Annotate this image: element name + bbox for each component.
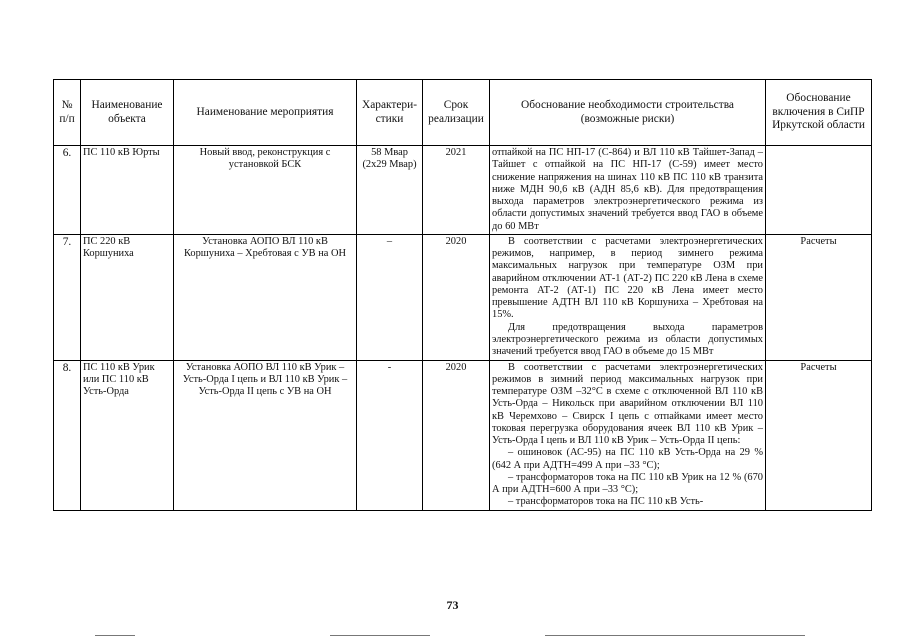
scan-artifact-line: [330, 635, 430, 636]
row-number: 8.: [54, 360, 81, 510]
characteristics: -: [357, 360, 423, 510]
row-number: 6.: [54, 146, 81, 235]
header-term: Срок реализации: [423, 80, 490, 146]
header-inclusion: Обоснование включения в СиПР Иркутской области: [766, 80, 872, 146]
header-measure: Наименование мероприятия: [174, 80, 357, 146]
object-name: ПС 110 кВ Урик или ПС 110 кВ Усть-Орда: [81, 360, 174, 510]
scan-artifact-line: [95, 635, 135, 636]
table-row: [54, 146, 872, 235]
header-characteristics: Характери-стики: [357, 80, 423, 146]
term: 2021: [423, 146, 490, 235]
table-row: [54, 360, 872, 510]
header-object: Наименование объекта: [81, 80, 174, 146]
measure-name: Установка АОПО ВЛ 110 кВ Урик – Усть-Орда I цепь и ВЛ 110 кВ Урик – Усть-Орда II цепь с УВ на ОН: [174, 360, 357, 510]
table-row: [54, 234, 872, 360]
table-header-row: [54, 80, 872, 146]
characteristics: –: [357, 234, 423, 360]
justification-paragraph: В соответствии с расчетами электроэнергетических режимов в зимний период максимальных нагрузок при температуре ОЗМ –32°С в схеме с отключенной ВЛ 110 кВ Усть-Орда – Никольск при аварийном отключении ВЛ 110 кВ Черемхово – Свирск I цепь с отпайками имеет место токовая перегрузка оборудования ячеек ВЛ 110 кВ Урик – Усть-Орда I цепь и ВЛ 110 кВ Урик – Усть-Орда II цепь:: [492, 361, 763, 447]
justification-paragraph: Для предотвращения выхода параметров электроэнергетического режима из области допустимых значений требуется ввод ГАО в объеме до 15 МВт: [492, 321, 763, 358]
characteristics: 58 Мвар (2x29 Мвар): [357, 146, 423, 235]
term: 2020: [423, 360, 490, 510]
measures-table: [53, 79, 872, 511]
inclusion-basis: Расчеты: [766, 234, 872, 360]
page-number: 73: [446, 598, 459, 612]
justification-paragraph: В соответствии с расчетами электроэнергетических режимов, например, в период зимнего режима максимальных нагрузок при температуре ОЗМ при аварийном отключении АТ-1 (АТ-2) ПС 220 кВ Лена в схеме ремонта АТ-2 (АТ-1) ПС 220 кВ Лена имеет место превышение АДТН ВЛ 110 кВ Коршуниха – Хребтовая на 15%.: [492, 235, 763, 321]
justification-paragraph: отпайкой на ПС НП-17 (С-864) и ВЛ 110 кВ Тайшет-Запад – Тайшет с отпайкой на ПС НП-17 (С-59) имеет место снижение напряжения на шинах 110 кВ ПС 110 кВ транзита ниже МДН 90,6 кВ (АДН 85,6 кВ). Для предотвращения выхода параметров электроэнергетического режима из области допустимых значений требуется ввод ГАО в объеме до 60 МВт: [492, 147, 763, 232]
justification-list-item: – трансформаторов тока на ПС 110 кВ Усть-: [508, 496, 704, 508]
term: 2020: [423, 234, 490, 360]
justification: [490, 234, 766, 360]
justification-list-item: – трансформаторов тока на ПС 110 кВ Урик на 12 % (670 А при АДТН=600 А при –33 °С);: [492, 471, 763, 496]
inclusion-basis: Расчеты: [766, 360, 872, 510]
scan-artifact-line: [545, 635, 805, 636]
justification-list-item: – ошиновок (АС-95) на ПС 110 кВ Усть-Орда на 29 % (642 А при АДТН=499 А при –33 °С);: [492, 447, 763, 471]
inclusion-basis: [766, 146, 872, 235]
measure-name: Установка АОПО ВЛ 110 кВ Коршуниха – Хребтовая с УВ на ОН: [174, 234, 357, 360]
header-justification: Обоснование необходимости строительства (возможные риски): [490, 80, 766, 146]
object-name: ПС 220 кВ Коршуниха: [81, 234, 174, 360]
header-num: № п/п: [54, 80, 81, 146]
justification: [490, 360, 766, 510]
row-number: 7.: [54, 234, 81, 360]
measure-name: Новый ввод, реконструкция с установкой БСК: [174, 146, 357, 235]
justification: [490, 146, 766, 235]
object-name: ПС 110 кВ Юрты: [81, 146, 174, 235]
